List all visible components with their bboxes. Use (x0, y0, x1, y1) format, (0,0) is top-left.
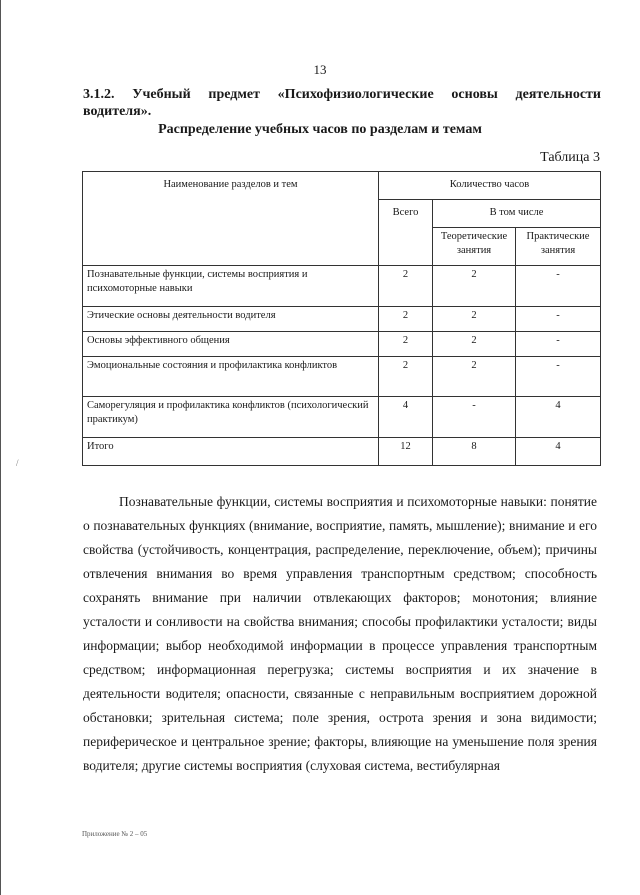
row-name: Итого (83, 438, 379, 466)
row-theory: 8 (433, 438, 516, 466)
row-practice: 4 (516, 438, 601, 466)
row-practice: - (516, 357, 601, 397)
margin-mark: / (16, 458, 19, 468)
row-total: 2 (379, 332, 433, 357)
row-total: 2 (379, 307, 433, 332)
header-theory: Теоретические занятия (433, 228, 516, 266)
row-name: Основы эффективного общения (83, 332, 379, 357)
table-title: Распределение учебных часов по разделам и темам (158, 122, 482, 137)
row-total: 12 (379, 438, 433, 466)
table-row (83, 357, 601, 397)
row-name: Познавательные функции, системы восприятия и психомоторные навыки (83, 266, 379, 307)
row-theory: - (433, 397, 516, 438)
row-practice: - (516, 332, 601, 357)
row-theory: 2 (433, 332, 516, 357)
row-theory: 2 (433, 307, 516, 332)
row-theory: 2 (433, 266, 516, 307)
table-row (83, 307, 601, 332)
table-header-row (83, 172, 601, 200)
header-hours: Количество часов (379, 172, 601, 200)
table-row (83, 332, 601, 357)
row-name: Этические основы деятельности водителя (83, 307, 379, 332)
row-total: 2 (379, 266, 433, 307)
table-row (83, 397, 601, 438)
row-theory: 2 (433, 357, 516, 397)
header-total: Всего (379, 200, 433, 266)
row-practice: - (516, 266, 601, 307)
row-practice: - (516, 307, 601, 332)
row-total: 4 (379, 397, 433, 438)
header-name-col: Наименование разделов и тем (83, 172, 379, 266)
table-caption: Таблица 3 (540, 150, 600, 165)
row-name: Саморегуляция и профилактика конфликтов (психологический практикум) (83, 397, 379, 438)
row-practice: 4 (516, 397, 601, 438)
page-footer: Приложение № 2 – 05 (82, 830, 148, 838)
row-name: Эмоциональные состояния и профилактика конфликтов (83, 357, 379, 397)
body-paragraph: Познавательные функции, системы восприятия и психомоторные навыки: понятие о познавательных функциях (внимание, восприятие, память, мышление); внимание и его свойства (устойчивость, концентрация, распределение, переключение, объем); причины отвлечения внимания во время управления транспортным средством; способность сохранять внимание при наличии отвлекающих факторов; монотония; влияние усталости и сонливости на свойства внимания; способы профилактики усталости; виды информации; выбор необходимой информации в процессе управления транспортным средством; информационная перегрузка; системы восприятия и их значение в деятельности водителя; опасности, связанные с неправильным восприятием дорожной обстановки; зрительная система; поле зрения, острота зрения и зона видимости; периферическое и центральное зрение; факторы, влияющие на уменьшение поля зрения водителя; другие системы восприятия (слуховая система, вестибулярная (83, 494, 597, 773)
section-heading: 3.1.2. Учебный предмет «Психофизиологические основы деятельности водителя». (83, 87, 601, 119)
table-total-row (83, 438, 601, 466)
header-practice: Практические занятия (516, 228, 601, 266)
table-row (83, 266, 601, 307)
hours-table (82, 171, 601, 466)
header-including: В том числе (433, 200, 601, 228)
page-number: 13 (313, 62, 327, 77)
row-total: 2 (379, 357, 433, 397)
